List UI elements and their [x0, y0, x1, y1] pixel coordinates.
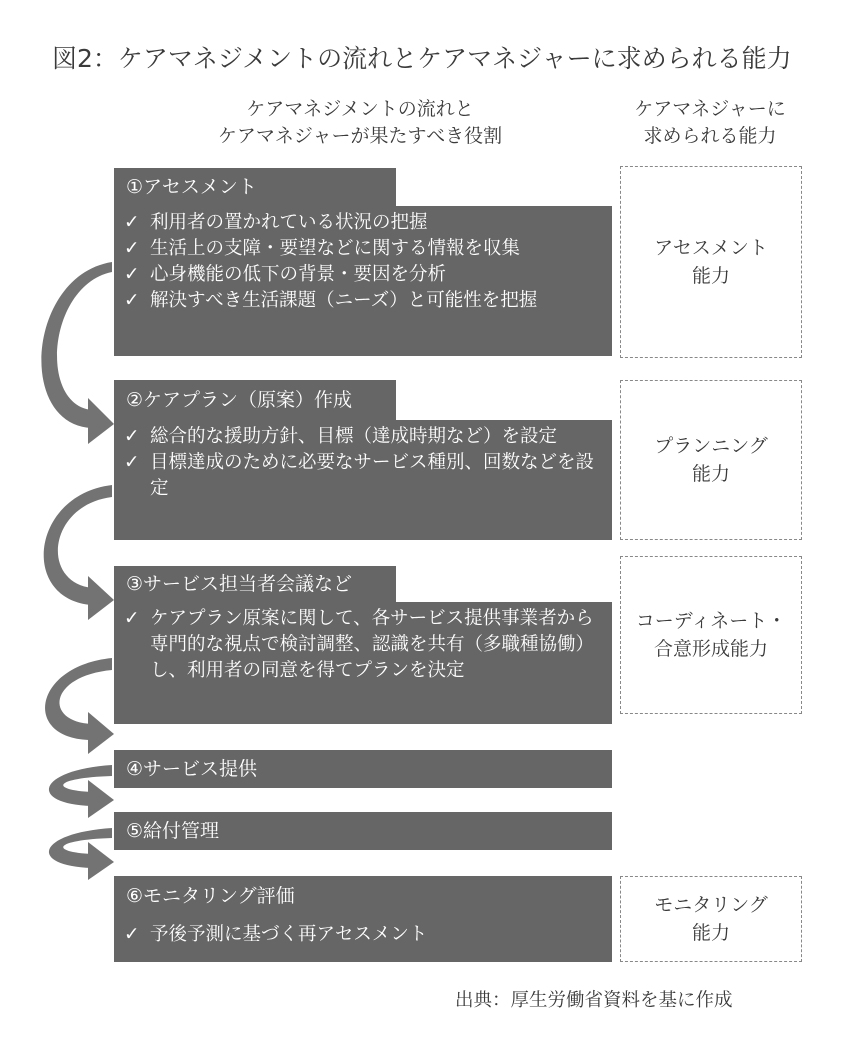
step-3-bullet-1: ✓ ケアプラン原案に関して、各サービス提供事業者から専門的な視点で検討調整、認識を共有（多職種協働）し、利用者の同意を得てプランを決定 — [124, 606, 602, 684]
check-icon: ✓ — [124, 924, 140, 945]
curved-arrow-icon — [45, 658, 114, 754]
check-icon: ✓ — [124, 452, 140, 473]
left-header-line-2: ケアマネジャーが果たすべき役割 — [217, 125, 503, 147]
step-5-label: ⑤給付管理 — [114, 812, 612, 850]
right-header-line-2: 求められる能力 — [643, 125, 777, 147]
check-icon: ✓ — [124, 212, 140, 233]
ability-assessment: アセスメント 能力 — [620, 166, 802, 358]
step-4-label: ④サービス提供 — [114, 750, 612, 788]
step-6-label: ⑥モニタリング評価 — [114, 876, 612, 916]
ability-planning: プランニング 能力 — [620, 380, 802, 540]
left-header-line-1: ケアマネジメントの流れと — [246, 98, 474, 120]
step-2-bullet-2: ✓ 目標達成のために必要なサービス種別、回数などを設定 — [124, 450, 602, 502]
step-6-bullet-1: ✓ 予後予測に基づく再アセスメント — [124, 922, 602, 948]
step-2-label: ②ケアプラン（原案）作成 — [114, 380, 396, 420]
step-1-label: ①アセスメント — [114, 168, 396, 206]
curved-arrow-icon — [41, 262, 114, 444]
check-icon: ✓ — [124, 290, 140, 311]
curved-arrow-icon — [44, 485, 114, 620]
check-icon: ✓ — [124, 264, 140, 285]
step-1-bullet-4: ✓ 解決すべき生活課題（ニーズ）と可能性を把握 — [124, 288, 602, 314]
step-1-bullet-1: ✓ 利用者の置かれている状況の把握 — [124, 210, 602, 236]
source-note: 出典：厚生労働省資料を基に作成 — [455, 990, 733, 1011]
right-header-line-1: ケアマネジャーに — [634, 98, 786, 120]
step-1-bullet-2: ✓ 生活上の支障・要望などに関する情報を収集 — [124, 236, 602, 262]
step-3-label: ③サービス担当者会議など — [114, 566, 396, 602]
ability-coordination: コーディネート・ 合意形成能力 — [620, 556, 802, 714]
curved-arrow-icon — [49, 828, 114, 880]
check-icon: ✓ — [124, 238, 140, 259]
check-icon: ✓ — [124, 426, 140, 447]
ability-monitoring: モニタリング 能力 — [620, 876, 802, 962]
step-2-bullet-1: ✓ 総合的な援助方針、目標（達成時期など）を設定 — [124, 424, 602, 450]
check-icon: ✓ — [124, 608, 140, 629]
step-1-bullet-3: ✓ 心身機能の低下の背景・要因を分析 — [124, 262, 602, 288]
curved-arrow-icon — [49, 765, 114, 818]
figure-title: 図2：ケアマネジメントの流れとケアマネジャーに求められる能力 — [52, 44, 792, 73]
